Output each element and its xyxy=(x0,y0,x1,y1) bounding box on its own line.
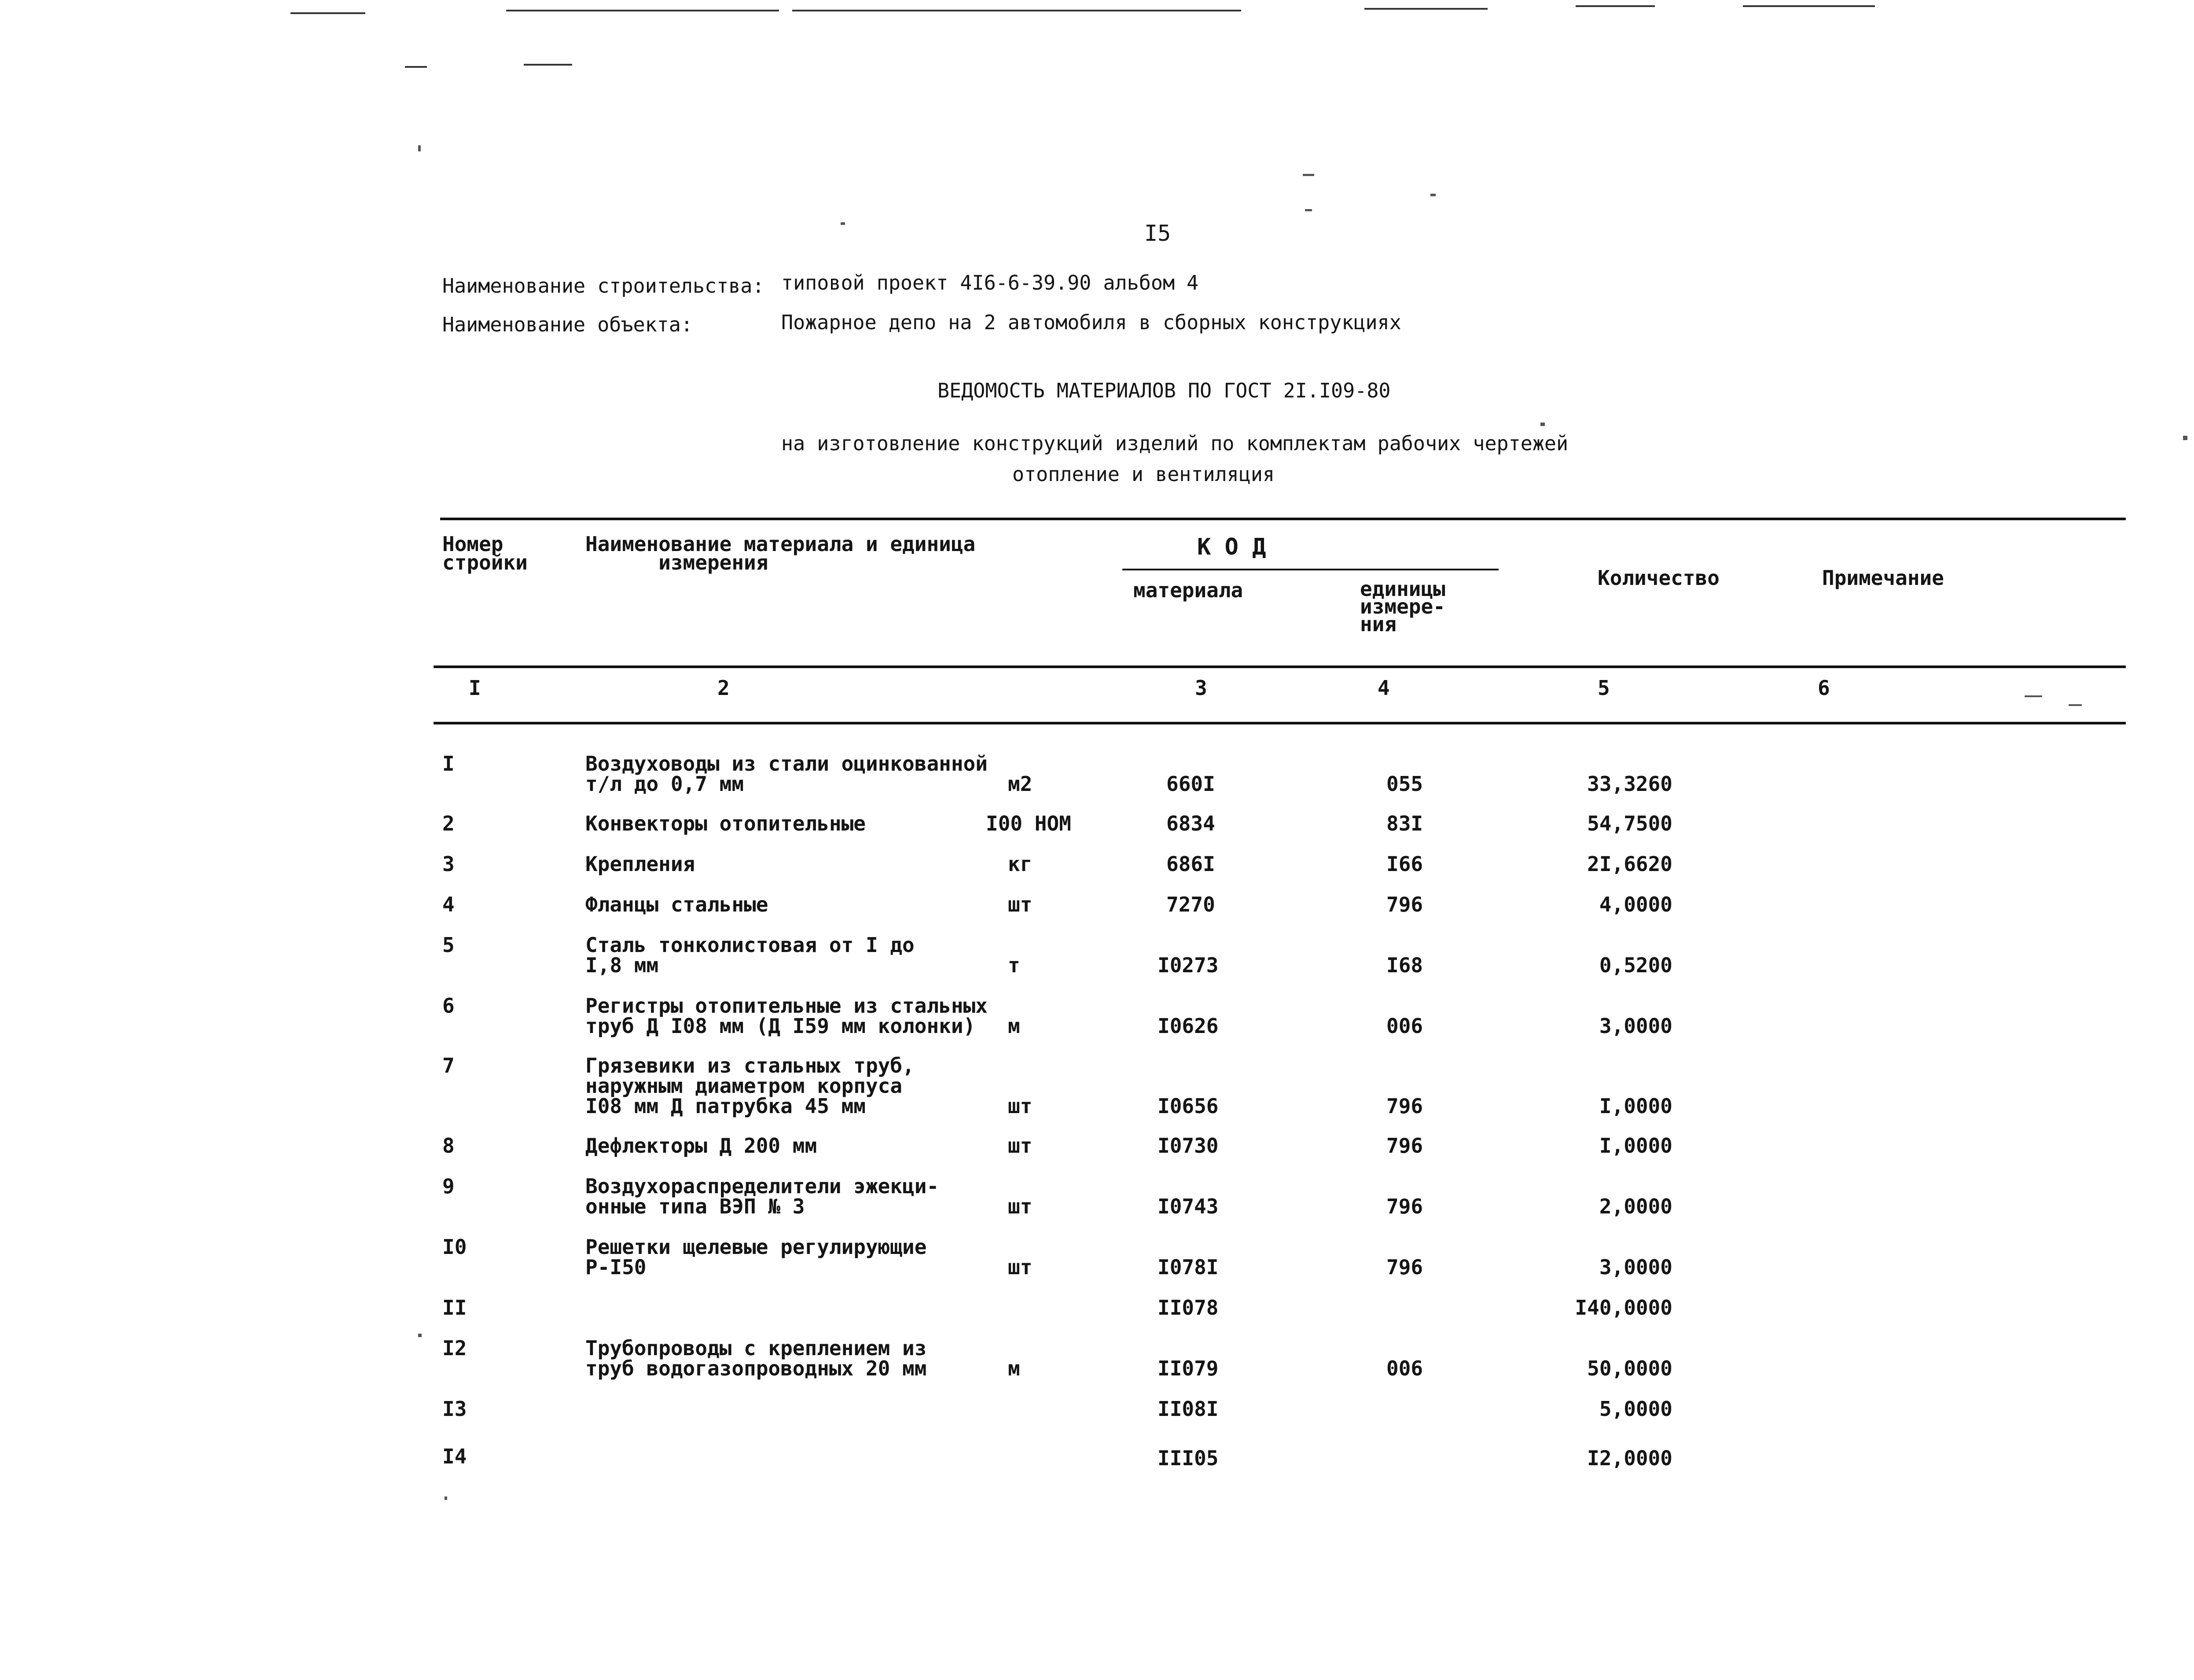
material-code: 6834 xyxy=(1166,812,1215,835)
unit-name: кг xyxy=(1008,852,1033,876)
row-number: II xyxy=(442,1296,467,1320)
scan-artifact xyxy=(290,12,365,14)
unit-name: шт xyxy=(1008,1255,1033,1279)
scan-speck xyxy=(1303,174,1314,176)
column-number: I xyxy=(469,676,481,700)
object-label: Наименование объекта: xyxy=(442,313,693,336)
quantity: 33,3260 xyxy=(1587,772,1672,796)
quantity: 2I,6620 xyxy=(1587,852,1672,876)
unit-name: I00 НОМ xyxy=(986,812,1071,835)
quantity: I2,0000 xyxy=(1587,1446,1672,1470)
row-number: 3 xyxy=(442,852,455,876)
unit-name: шт xyxy=(1008,893,1033,916)
scan-artifact xyxy=(792,10,1241,11)
row-number: 6 xyxy=(442,994,455,1018)
scan-artifact xyxy=(1364,8,1488,10)
unit-code: 006 xyxy=(1386,1014,1423,1038)
material-code: 686I xyxy=(1166,852,1215,876)
unit-code: I68 xyxy=(1386,953,1423,977)
row-number: I0 xyxy=(442,1235,467,1259)
header-note: Примечание xyxy=(1822,566,1944,590)
unit-name: т xyxy=(1008,953,1020,977)
page-number: I5 xyxy=(1144,221,1171,246)
material-code: I078I xyxy=(1158,1255,1219,1279)
code-header-rule xyxy=(1122,569,1499,570)
material-code: II079 xyxy=(1158,1356,1219,1380)
unit-name: м xyxy=(1008,1014,1020,1038)
material-name: Воздухораспределители эжекци- онные типа ВЭП № 3 xyxy=(585,1174,939,1218)
quantity: 4,0000 xyxy=(1599,893,1672,916)
scan-speck xyxy=(418,1334,422,1337)
header-code-material: материала xyxy=(1133,578,1243,602)
material-code: II078 xyxy=(1158,1296,1219,1320)
object-value: Пожарное депо на 2 автомобиля в сборных конструкциях xyxy=(781,311,1401,334)
unit-name: шт xyxy=(1008,1195,1033,1218)
scan-artifact xyxy=(405,66,427,68)
material-code: I0730 xyxy=(1158,1134,1219,1158)
unit-name: м xyxy=(1008,1356,1020,1380)
material-name: Конвекторы отопительные xyxy=(585,812,866,835)
header-code: К О Д xyxy=(1197,534,1266,560)
quantity: 50,0000 xyxy=(1587,1356,1672,1380)
quantity: 2,0000 xyxy=(1599,1195,1672,1218)
material-name: Решетки щелевые регулирующие Р-I50 xyxy=(585,1235,927,1279)
scan-speck xyxy=(1540,423,1545,426)
construction-value: типовой проект 4I6-6-39.90 альбом 4 xyxy=(781,271,1199,294)
quantity: I,0000 xyxy=(1599,1134,1672,1158)
construction-label: Наименование строительства: xyxy=(442,274,764,298)
material-code: I0626 xyxy=(1158,1014,1219,1038)
quantity: I40,0000 xyxy=(1575,1296,1672,1320)
quantity: 3,0000 xyxy=(1599,1014,1672,1038)
scan-artifact xyxy=(506,10,779,11)
material-name: Крепления xyxy=(585,852,695,876)
material-name: Воздуховоды из стали оцинкованной т/л до 0,7 мм xyxy=(585,752,988,796)
unit-name: м2 xyxy=(1008,772,1033,796)
column-number: 3 xyxy=(1195,676,1207,700)
column-number: 5 xyxy=(1598,676,1610,700)
header-bottom-rule xyxy=(434,665,2126,668)
unit-code: 796 xyxy=(1386,1255,1423,1279)
column-number: 6 xyxy=(1818,676,1830,700)
unit-code: 006 xyxy=(1386,1356,1423,1380)
row-number: I xyxy=(442,752,455,776)
row-number: I4 xyxy=(442,1445,467,1468)
unit-code: 796 xyxy=(1386,893,1423,916)
document-section: отопление и вентиляция xyxy=(1012,463,1275,486)
unit-code: 83I xyxy=(1386,812,1423,835)
document-subtitle: на изготовление конструкций изделий по комплектам рабочих чертежей xyxy=(781,432,1569,455)
quantity: I,0000 xyxy=(1599,1094,1672,1118)
material-code: III05 xyxy=(1158,1446,1219,1470)
scan-speck xyxy=(2069,704,2082,706)
row-number: I3 xyxy=(442,1397,467,1421)
material-code: 7270 xyxy=(1166,893,1215,916)
unit-code: I66 xyxy=(1386,852,1423,876)
scan-speck xyxy=(841,222,845,225)
scan-speck xyxy=(1430,194,1436,196)
header-code-unit: единицы измере- ния xyxy=(1360,577,1445,636)
quantity: 0,5200 xyxy=(1599,953,1672,977)
material-name: Дефлекторы Д 200 мм xyxy=(585,1134,817,1158)
row-number: 8 xyxy=(442,1134,455,1158)
header-number: Номер стройки xyxy=(442,532,528,574)
row-number: 4 xyxy=(442,893,455,916)
scan-artifact xyxy=(1743,5,1875,7)
material-name: Регистры отопительные из стальных труб Д I08 мм (Д I59 мм колонки) xyxy=(585,994,988,1038)
row-number: 7 xyxy=(442,1054,455,1077)
quantity: 5,0000 xyxy=(1599,1397,1672,1421)
material-name: Грязевики из стальных труб, наружным диаметром корпуса I08 мм Д патрубка 45 мм xyxy=(585,1054,915,1118)
row-number: 9 xyxy=(442,1174,455,1198)
document-title: ВЕДОМОСТЬ МАТЕРИАЛОВ ПО ГОСТ 2I.I09-80 xyxy=(937,379,1391,402)
material-name: Трубопроводы с креплением из труб водогазопроводных 20 мм xyxy=(585,1336,927,1380)
material-code: 660I xyxy=(1166,772,1215,796)
unit-code: 055 xyxy=(1386,772,1423,796)
header-name: Наименование материала и единица измерения xyxy=(585,532,976,574)
scan-artifact xyxy=(524,64,572,66)
material-code: I0273 xyxy=(1158,953,1219,977)
numbers-bottom-rule xyxy=(434,722,2126,724)
material-code: I0743 xyxy=(1158,1195,1219,1218)
material-name: Сталь тонколистовая от I до I,8 мм xyxy=(585,933,915,977)
row-number: 2 xyxy=(442,812,455,835)
row-number: 5 xyxy=(442,933,455,957)
unit-code: 796 xyxy=(1386,1094,1423,1118)
quantity: 3,0000 xyxy=(1599,1255,1672,1279)
row-number: I2 xyxy=(442,1336,467,1360)
material-code: I0656 xyxy=(1158,1094,1219,1118)
table-top-rule xyxy=(440,518,2126,520)
scan-speck xyxy=(2183,436,2187,440)
material-code: II08I xyxy=(1158,1397,1219,1421)
unit-code: 796 xyxy=(1386,1134,1423,1158)
column-number: 4 xyxy=(1378,676,1390,700)
material-name: Фланцы стальные xyxy=(585,893,768,916)
unit-name: шт xyxy=(1008,1134,1033,1158)
quantity: 54,7500 xyxy=(1587,812,1672,835)
scan-speck xyxy=(418,145,421,151)
column-number: 2 xyxy=(717,676,730,700)
unit-name: шт xyxy=(1008,1094,1033,1118)
unit-code: 796 xyxy=(1386,1195,1423,1218)
scan-speck xyxy=(1305,209,1312,211)
scan-speck xyxy=(2025,695,2042,697)
header-quantity: Количество xyxy=(1598,566,1720,590)
scan-artifact xyxy=(1576,5,1655,7)
scan-speck xyxy=(445,1496,447,1500)
